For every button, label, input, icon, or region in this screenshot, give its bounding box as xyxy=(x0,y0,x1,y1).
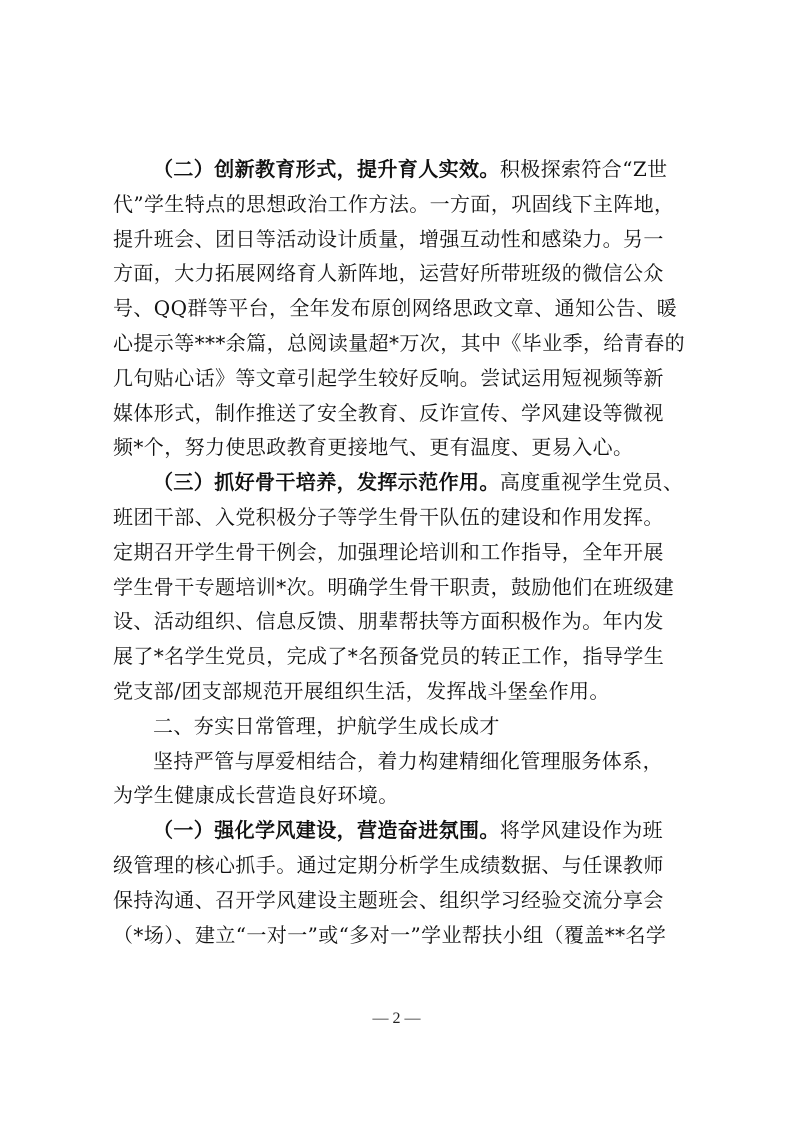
paragraph-line: 级管理的核心抓手。通过定期分析学生成绩数据、与任课教师 xyxy=(113,852,664,877)
paragraph-line: 提升班会、团日等活动设计质量，增强互动性和感染力。另一 xyxy=(113,226,664,251)
paragraph-text: 高度重视学生党员、 xyxy=(499,470,684,495)
body-text xyxy=(113,152,687,952)
paragraph-line: 为学生健康成长营造良好环境。 xyxy=(113,783,399,808)
paragraph-line: 媒体形式，制作推送了安全教育、反诈宣传、学风建设等微视 xyxy=(113,400,664,425)
paragraph-line: 定期召开学生骨干例会，加强理论培训和工作指导，全年开展 xyxy=(113,539,664,564)
paragraph-line: 号、QQ群等平台，全年发布原创网络思政文章、通知公告、暖 xyxy=(113,296,677,321)
paragraph-line: 方面，大力拓展网络育人新阵地，运营好所带班级的微信公众 xyxy=(113,261,664,286)
chapter-heading: 二、夯实日常管理，护航学生成长成才 xyxy=(153,713,500,738)
paragraph-line: 代”学生特点的思想政治工作方法。一方面，巩固线下主阵地， xyxy=(113,191,675,216)
paragraph-line: 党支部/团支部规范开展组织生活，发挥战斗堡垒作用。 xyxy=(113,678,610,703)
paragraph-line: 几句贴心话》等文章引起学生较好反响。尝试运用短视频等新 xyxy=(113,365,664,390)
paragraph-line: 心提示等***余篇，总阅读量超*万次，其中《毕业季，给青春的 xyxy=(113,330,685,355)
paragraph-line: 班团干部、入党积极分子等学生骨干队伍的建设和作用发挥。 xyxy=(113,504,664,529)
paragraph-line: （*场）、建立“一对一”或“多对一”学业帮扶小组（覆盖**名学 xyxy=(113,922,667,947)
paragraph-line: 展了*名学生党员，完成了*名预备党员的转正工作，指导学生 xyxy=(113,644,665,669)
section-heading: （一）强化学风建设，营造奋进氛围。 xyxy=(153,818,500,843)
paragraph-line xyxy=(113,152,687,187)
paragraph-line xyxy=(113,465,687,500)
paragraph-line: 设、活动组织、信息反馈、朋辈帮扶等方面积极作为。年内发 xyxy=(113,609,664,634)
paragraph-line: 学生骨干专题培训*次。明确学生骨干职责，鼓励他们在班级建 xyxy=(113,574,675,599)
paragraph-line: 频*个，努力使思政教育更接地气、更有温度、更易入心。 xyxy=(113,435,634,460)
paragraph-text: 将学风建设作为班 xyxy=(499,818,664,843)
section-heading: （三）抓好骨干培养，发挥示范作用。 xyxy=(153,470,500,495)
page-number: — 2 — xyxy=(372,1010,421,1027)
paragraph-line: 坚持严管与厚爱相结合，着力构建精细化管理服务体系， xyxy=(153,748,663,773)
paragraph-text: 积极探索符合“Z世 xyxy=(499,157,668,181)
paragraph-line xyxy=(113,813,687,848)
paragraph-line: 保持沟通、召开学风建设主题班会、组织学习经验交流分享会 xyxy=(113,887,664,912)
section-heading: （二）创新教育形式，提升育人实效。 xyxy=(153,157,500,181)
